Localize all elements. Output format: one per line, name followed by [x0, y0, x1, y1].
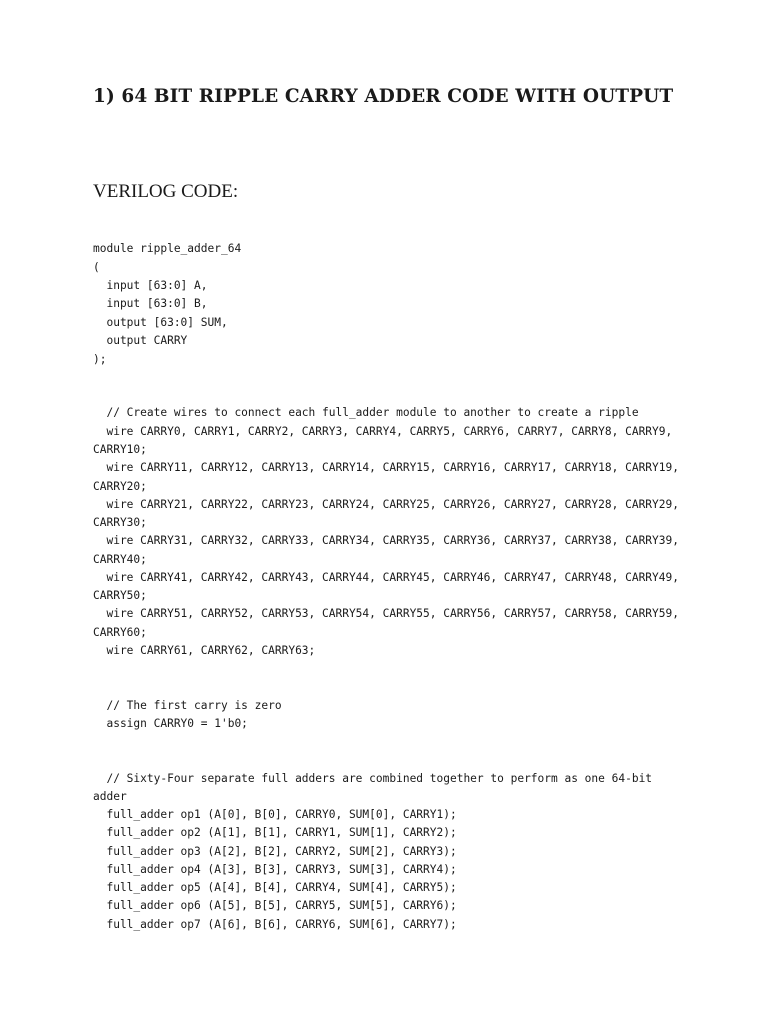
code-comment: // The first carry is zero [93, 699, 282, 712]
code-line: full_adder op6 (A[5], B[5], CARRY5, SUM[5], CARRY6); [93, 899, 457, 912]
document-heading: 1) 64 BIT RIPPLE CARRY ADDER CODE WITH OUTPUT [93, 86, 674, 107]
code-line: CARRY50; [93, 589, 147, 602]
code-line: input [63:0] B, [93, 297, 208, 310]
code-line: ( [93, 261, 100, 274]
code-comment: // Sixty-Four separate full adders are combined together to perform as one 64-bit [93, 772, 653, 785]
code-line: full_adder op1 (A[0], B[0], CARRY0, SUM[0], CARRY1); [93, 808, 457, 821]
code-line: wire CARRY61, CARRY62, CARRY63; [93, 644, 316, 657]
code-line: wire CARRY41, CARRY42, CARRY43, CARRY44, CARRY45, CARRY46, CARRY47, CARRY48, CARRY49, [93, 571, 679, 584]
code-line: wire CARRY0, CARRY1, CARRY2, CARRY3, CARRY4, CARRY5, CARRY6, CARRY7, CARRY8, CARRY9, [93, 425, 673, 438]
code-line: full_adder op3 (A[2], B[2], CARRY2, SUM[2], CARRY3); [93, 845, 457, 858]
code-line: assign CARRY0 = 1'b0; [93, 717, 248, 730]
code-line: CARRY20; [93, 480, 147, 493]
code-line: CARRY30; [93, 516, 147, 529]
code-line: full_adder op7 (A[6], B[6], CARRY6, SUM[6], CARRY7); [93, 918, 457, 931]
code-line: wire CARRY31, CARRY32, CARRY33, CARRY34, CARRY35, CARRY36, CARRY37, CARRY38, CARRY39, [93, 534, 679, 547]
code-line: CARRY40; [93, 553, 147, 566]
code-line: CARRY10; [93, 443, 147, 456]
code-line: ); [93, 353, 107, 366]
code-line: CARRY60; [93, 626, 147, 639]
code-line: adder [93, 790, 127, 803]
code-line: wire CARRY21, CARRY22, CARRY23, CARRY24, CARRY25, CARRY26, CARRY27, CARRY28, CARRY29, [93, 498, 679, 511]
code-line: module ripple_adder_64 [93, 242, 242, 255]
code-line: wire CARRY11, CARRY12, CARRY13, CARRY14, CARRY15, CARRY16, CARRY17, CARRY18, CARRY19, [93, 461, 679, 474]
code-line: wire CARRY51, CARRY52, CARRY53, CARRY54, CARRY55, CARRY56, CARRY57, CARRY58, CARRY59, [93, 607, 679, 620]
code-line: input [63:0] A, [93, 279, 208, 292]
code-line: output [63:0] SUM, [93, 316, 228, 329]
code-comment: // Create wires to connect each full_adder module to another to create a ripple [93, 406, 639, 419]
code-line: output CARRY [93, 334, 188, 347]
code-line: full_adder op2 (A[1], B[1], CARRY1, SUM[1], CARRY2); [93, 826, 457, 839]
code-line: full_adder op4 (A[3], B[3], CARRY3, SUM[3], CARRY4); [93, 863, 457, 876]
section-subheading: VERILOG CODE: [93, 181, 239, 202]
code-line: full_adder op5 (A[4], B[4], CARRY4, SUM[4], CARRY5); [93, 881, 457, 894]
